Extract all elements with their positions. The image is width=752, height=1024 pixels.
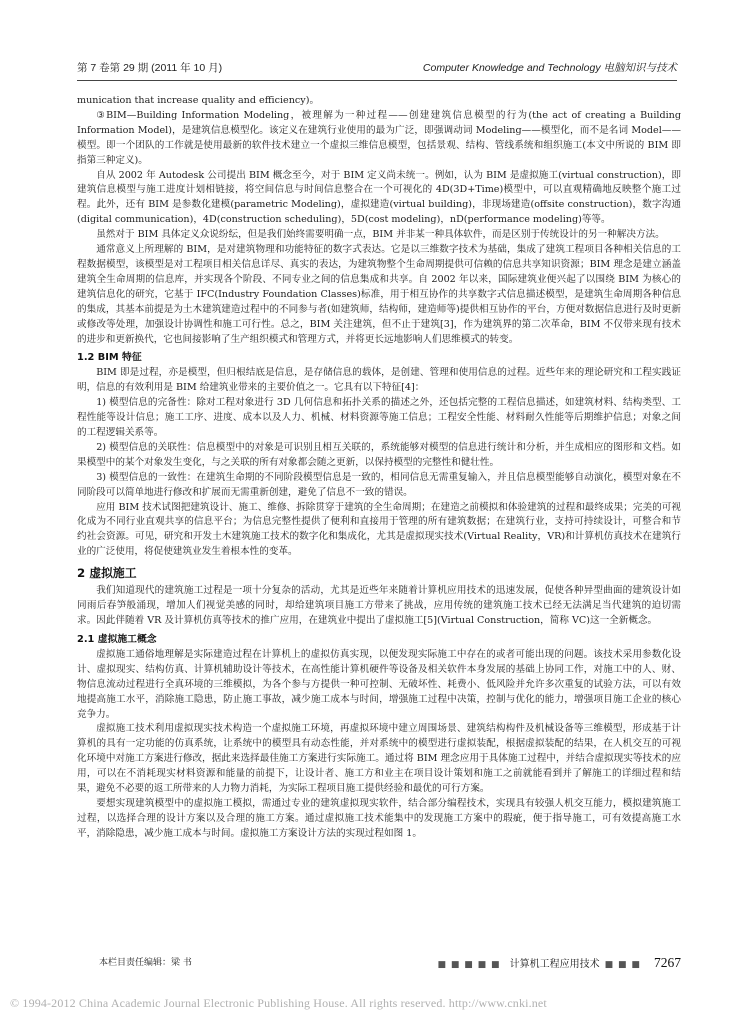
paragraph: 1) 模型信息的完备性：除对工程对象进行 3D 几何信息和拓扑关系的描述之外，还包括完整的工程信息描述，如建筑材料、结构类型、工程性能等设计信息；施工工序、进度、成本以及人力、机械、材料资源等施工信息；工程安全性能、材料耐久性能等后期维护信息；对象之间的工程逻辑关系等。 <box>77 397 681 439</box>
article-body <box>77 94 681 842</box>
paragraph: 要想实现建筑模型中的虚拟施工模拟，需通过专业的建筑虚拟现实软件，结合部分编程技术，实现具有较强人机交互能力，模拟建筑施工过程，以选择合理的设计方案以及合理的施工方案。通过虚拟施工技术能集中的发现施工方案中的瑕疵，便于指导施工，可有效提高施工水平，消除隐患，减少施工成本与时间。虚拟施工方案设计方法的实现过程如图 1。 <box>77 797 681 839</box>
paragraph: 自从 2002 年 Autodesk 公司提出 BIM 概念至今，对于 BIM 定义尚未统一。例如，认为 BIM 是虚拟施工(virtual construction)，即建筑信息模型与施工进度计划相链接，将空间信息与时间信息整合在一个可视化的 4D(3D+Time)模型中，可以直观精确地反映整个施工过程。此外，还有 BIM 是参数化建模(parametric Modeling)，虚拟建造(virtual building)，非现场建造(offsite construction)，数字沟通(digital communication)，4D(construction scheduling)，5D(cost modeling)，nD(performance modeling)等等。 <box>77 169 681 226</box>
paragraph: BIM 即是过程，亦是模型，但归根结底是信息，是存储信息的载体，是创建、管理和使用信息的过程。近些年来的理论研究和工程实践证明，信息的有效利用是 BIM 给建筑业带来的主要价值之一。它具有以下特征[4]： <box>77 367 681 394</box>
copyright-watermark: © 1994-2012 China Academic Journal Electronic Publishing House. All rights reserved. http://www.cnki.net <box>10 996 547 1010</box>
page-footer <box>77 952 681 970</box>
paragraph: 虚拟施工技术利用虚拟现实技术构造一个虚拟施工环境，再虚拟环境中建立周围场景、建筑结构构件及机械设备等三维模型，形成基于计算机的具有一定功能的仿真系统，让系统中的模型具有动态性能，并对系统中的模型进行虚拟装配，根据虚拟装配的结果，在人机交互的可视化环境中对施工方案进行修改，据此来选择最佳施工方案进行实际施工。通过将 BIM 理念应用于具体施工过程中，并结合虚拟现实等技术的应用，可以在不消耗现实材料资源和能量的前提下，让设计者、施工方和业主在项目设计策划和施工之前就能看到并了解施工的详细过程和结果，避免不必要的返工所带来的人力物力消耗，为实际工程项目施工提供经验和最优的可行方案。 <box>77 723 681 795</box>
footer-column-name: 计算机工程应用技术 <box>509 959 600 970</box>
paragraph: munication that increase quality and efficiency)。 <box>77 95 320 106</box>
page-number: 7267 <box>654 955 681 970</box>
footer-journal-block <box>438 952 681 970</box>
running-header <box>77 60 677 76</box>
header-rule <box>77 80 677 81</box>
paragraph: ③BIM—Building Information Modeling，被理解为一种过程——创建建筑信息模型的行为(the act of creating a Building Information Model)，是建筑信息模型化。该定义在建筑行业使用的最为广泛，即强调动词 Modeling——模型化，而不是名词 Model——模型。即一个团队的工作就是使用最新的软件技术建立一个虚拟三维信息模型，包括景观、结构、管线系统和组织施工(本文中所说的 BIM 即指第三种定义)。 <box>77 109 681 166</box>
paragraph: 虚拟施工通俗地理解是实际建造过程在计算机上的虚拟仿真实现，以便发现实际施工中存在的或者可能出现的问题。该技术采用参数化设计、虚拟现实、结构仿真、计算机辅助设计等技术，在高性能计算机硬件等设备及相关软件本身发展的基础上协同工作，对施工中的人、财、物信息流动过程进行全真环境的三维模拟，为各个参与方提供一种可控制、无破坏性、耗费小、低风险并允许多次重复的试验方法，可以有效地提高施工水平，消除施工隐患，防止施工事故，减少施工成本与时间，增强施工过程中决策，控制与优化的能力，增强项目施工企业的核心竞争力。 <box>77 648 681 720</box>
section-heading-2: 2 虚拟施工 <box>77 566 137 581</box>
journal-title: Computer Knowledge and Technology 电脑知识与技术 <box>422 62 677 74</box>
paragraph: 应用 BIM 技术试图把建筑设计、施工、维修、拆除贯穿于建筑的全生命周期；在建造之前模拟和体验建筑的过程和最终成果；完美的可视化成为不同行业直观共享的信息平台；为信息完整性提供了便利和直接用于管理的所有建筑数据；在建筑行业，支持可持续设计，可整合和节约社会资源。可见，研究和开发土木建筑施工技术的数字化和集成化，尤其是虚拟现实技术(Virtual Reality，VR)和计算机仿真技术在建筑行业的广泛使用，将促使建筑业发生着根本性的变革。 <box>77 501 681 558</box>
section-heading-2-1: 2.1 虚拟施工概念 <box>77 633 157 645</box>
issue-info: 第 7 卷第 29 期 (2011 年 10 月) <box>77 62 223 74</box>
footer-dots-2: ■ ■ ■ <box>604 960 641 970</box>
paragraph: 3) 模型信息的一致性：在建筑生命期的不同阶段模型信息是一致的，相同信息无需重复输入，并且信息模型能够自动演化，模型对象在不同阶段可以简单地进行修改和扩展而无需重新创建，避免了信息不一致的错误。 <box>77 471 681 498</box>
paragraph: 虽然对于 BIM 具体定义众说纷纭，但是我们始终需要明确一点，BIM 并非某一种具体软件，而是区别于传统设计的另一种解决方法。 <box>96 229 665 241</box>
paragraph: 2) 模型信息的关联性：信息模型中的对象是可识别且相互关联的，系统能够对模型的信息进行统计和分析，并生成相应的图形和文档。如果模型中的某个对象发生变化，与之关联的所有对象都会随之更新，以保持模型的完整性和健壮性。 <box>77 441 681 468</box>
footer-dots: ■ ■ ■ ■ ■ <box>437 960 501 970</box>
section-heading-1-2: 1.2 BIM 特征 <box>77 352 142 364</box>
paragraph: 我们知道现代的建筑施工过程是一项十分复杂的活动，尤其是近些年来随着计算机应用技术的迅速发展，促使各种异型曲面的建筑设计如同雨后春笋般涌现，增加人们视觉美感的同时，却给建筑项目施工方带来了挑战，应用传统的建筑施工技术已经无法满足当代建筑的迫切需求。因此伴随着 VR 及计算机仿真等技术的推广应用，在建筑业中提出了虚拟施工[5](Virtual Construction，简称 VC)这一全新概念。 <box>77 585 681 626</box>
column-editor: 本栏目责任编辑：梁 书 <box>99 958 192 968</box>
paragraph: 通常意义上所理解的 BIM，是对建筑物理和功能特征的数字式表达。它是以三维数字技术为基础，集成了建筑工程项目各种相关信息的工程数据模型，该模型是对工程项目相关信息详尽、真实的表达，为建筑物整个生命周期提供可信赖的信息共享知识资源；BIM 理念是建立涵盖建筑全生命周期的信息库，并实现各个阶段、不同专业之间的信息集成和共享。自 2002 年以来，国际建筑业便兴起了以围绕 BIM 为核心的建筑信息化的研究，它基于 IFC(Industry Foundation Classes)标准，用于相互协作的共享数字式信息描述模型，是建筑生命周期各种信息的集成，其基本前提是为土木建筑建造过程中的不同参与者(如建筑师，结构师，建造师等)提供相互协作的平台，方便对数据信息进行及时更新或修改等处理，加强设计协调性和施工可行性。总之，BIM 关注建筑，但不止于建筑[3]，作为建筑界的第二次革命，BIM 不仅带来现有技术的进步和更新换代，它也间接影响了生产组织模式和管理方式，并将更长远地影响人们思维模式的转变。 <box>77 244 681 345</box>
